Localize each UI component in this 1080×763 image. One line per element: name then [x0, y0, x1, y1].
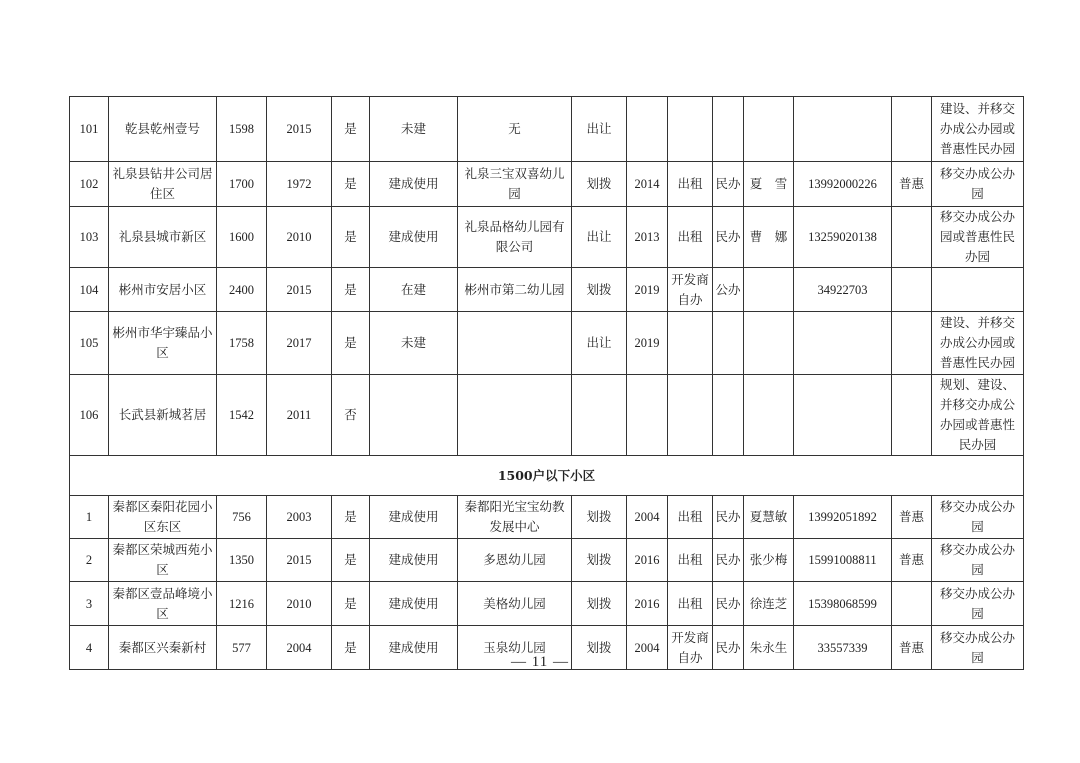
- cell-name: 彬州市华宇臻品小区: [109, 312, 217, 375]
- cell-transfer: 出让: [572, 312, 627, 375]
- cell-no: 4: [70, 626, 109, 670]
- cell-nature: [668, 312, 713, 375]
- cell-nature: 出租: [668, 496, 713, 539]
- cell-kindergarten: 彬州市第二幼儿园: [458, 268, 572, 312]
- cell-year: 2003: [267, 496, 332, 539]
- page-number: — 11 —: [511, 654, 569, 670]
- section-row: [70, 456, 1024, 496]
- cell-type: 民办: [713, 582, 744, 626]
- cell-kindergarten: 礼泉三宝双喜幼儿园: [458, 162, 572, 207]
- cell-nature: 出租: [668, 207, 713, 268]
- cell-name: 礼泉县钻井公司居住区: [109, 162, 217, 207]
- cell-plan: 移交办成公办园: [932, 496, 1024, 539]
- cell-no: 101: [70, 97, 109, 162]
- cell-open-year: [627, 97, 668, 162]
- cell-status: 建成使用: [370, 582, 458, 626]
- cell-name: 秦都区荣城西苑小区: [109, 539, 217, 582]
- cell-name: 礼泉县城市新区: [109, 207, 217, 268]
- cell-phone: 15991008811: [794, 539, 892, 582]
- cell-plan: 规划、建设、并移交办成公办园或普惠性民办园: [932, 375, 1024, 456]
- cell-inclusive: [892, 97, 932, 162]
- cell-phone: 13992051892: [794, 496, 892, 539]
- cell-open-year: [627, 375, 668, 456]
- table-row: [70, 162, 1024, 207]
- cell-type: 民办: [713, 496, 744, 539]
- cell-no: 105: [70, 312, 109, 375]
- cell-nature: 出租: [668, 162, 713, 207]
- cell-kindergarten: [458, 375, 572, 456]
- cell-status: 建成使用: [370, 162, 458, 207]
- cell-households: 577: [217, 626, 267, 670]
- cell-plan: 移交办成公办园或普惠性民办园: [932, 207, 1024, 268]
- cell-transfer: 出让: [572, 97, 627, 162]
- cell-households: 756: [217, 496, 267, 539]
- cell-year: 1972: [267, 162, 332, 207]
- cell-inclusive: [892, 207, 932, 268]
- cell-type: 民办: [713, 207, 744, 268]
- cell-inclusive: [892, 375, 932, 456]
- cell-inclusive: [892, 268, 932, 312]
- cell-kindergarten: [458, 312, 572, 375]
- cell-type: 民办: [713, 626, 744, 670]
- cell-households: 1350: [217, 539, 267, 582]
- cell-name: 秦都区秦阳花园小区东区: [109, 496, 217, 539]
- cell-kindergarten: 秦都阳光宝宝幼教发展中心: [458, 496, 572, 539]
- cell-year: 2011: [267, 375, 332, 456]
- cell-status: 建成使用: [370, 539, 458, 582]
- cell-households: 1758: [217, 312, 267, 375]
- cell-contact: [744, 97, 794, 162]
- cell-contact: 张少梅: [744, 539, 794, 582]
- cell-status: 未建: [370, 97, 458, 162]
- cell-name: 乾县乾州壹号: [109, 97, 217, 162]
- cell-matched: 是: [332, 162, 370, 207]
- table-row: [70, 539, 1024, 582]
- cell-open-year: 2004: [627, 496, 668, 539]
- cell-year: 2017: [267, 312, 332, 375]
- cell-year: 2015: [267, 539, 332, 582]
- cell-open-year: 2004: [627, 626, 668, 670]
- cell-transfer: 划拨: [572, 496, 627, 539]
- cell-no: 3: [70, 582, 109, 626]
- table-row: [70, 97, 1024, 162]
- cell-type: [713, 375, 744, 456]
- cell-kindergarten: 多恩幼儿园: [458, 539, 572, 582]
- cell-open-year: 2014: [627, 162, 668, 207]
- cell-nature: [668, 375, 713, 456]
- cell-nature: 出租: [668, 582, 713, 626]
- cell-phone: [794, 312, 892, 375]
- cell-inclusive: 普惠: [892, 496, 932, 539]
- cell-type: 公办: [713, 268, 744, 312]
- cell-type: 民办: [713, 162, 744, 207]
- cell-no: 104: [70, 268, 109, 312]
- cell-name: 长武县新城茗居: [109, 375, 217, 456]
- cell-inclusive: 普惠: [892, 626, 932, 670]
- cell-plan: 移交办成公办园: [932, 626, 1024, 670]
- table-row: [70, 312, 1024, 375]
- table-row: [70, 496, 1024, 539]
- cell-no: 1: [70, 496, 109, 539]
- cell-plan: 移交办成公办园: [932, 582, 1024, 626]
- cell-transfer: [572, 375, 627, 456]
- table-body-bottom: [70, 496, 1024, 670]
- cell-contact: 徐连芝: [744, 582, 794, 626]
- cell-no: 2: [70, 539, 109, 582]
- cell-phone: [794, 375, 892, 456]
- table-row: [70, 207, 1024, 268]
- cell-no: 106: [70, 375, 109, 456]
- cell-nature: 开发商自办: [668, 268, 713, 312]
- cell-matched: 是: [332, 626, 370, 670]
- cell-matched: 是: [332, 97, 370, 162]
- cell-matched: 是: [332, 207, 370, 268]
- cell-transfer: 划拨: [572, 626, 627, 670]
- cell-year: 2010: [267, 582, 332, 626]
- cell-open-year: 2019: [627, 312, 668, 375]
- cell-matched: 是: [332, 496, 370, 539]
- cell-type: [713, 97, 744, 162]
- cell-nature: 出租: [668, 539, 713, 582]
- cell-year: 2015: [267, 97, 332, 162]
- cell-plan: 移交办成公办园: [932, 539, 1024, 582]
- table-row: [70, 582, 1024, 626]
- cell-status: 在建: [370, 268, 458, 312]
- cell-phone: 13259020138: [794, 207, 892, 268]
- cell-open-year: 2013: [627, 207, 668, 268]
- cell-year: 2015: [267, 268, 332, 312]
- cell-inclusive: 普惠: [892, 162, 932, 207]
- cell-no: 103: [70, 207, 109, 268]
- cell-name: 秦都区兴秦新村: [109, 626, 217, 670]
- cell-transfer: 划拨: [572, 162, 627, 207]
- cell-no: 102: [70, 162, 109, 207]
- cell-open-year: 2016: [627, 582, 668, 626]
- cell-households: 1600: [217, 207, 267, 268]
- cell-phone: 15398068599: [794, 582, 892, 626]
- cell-contact: [744, 268, 794, 312]
- kindergarten-table: [69, 96, 1024, 670]
- cell-name: 秦都区壹品峰境小区: [109, 582, 217, 626]
- cell-phone: 33557339: [794, 626, 892, 670]
- cell-transfer: 划拨: [572, 582, 627, 626]
- table-section: [70, 456, 1024, 496]
- cell-contact: [744, 375, 794, 456]
- cell-matched: 是: [332, 539, 370, 582]
- cell-status: 建成使用: [370, 496, 458, 539]
- cell-name: 彬州市安居小区: [109, 268, 217, 312]
- table-row: [70, 268, 1024, 312]
- cell-plan: 移交办成公办园: [932, 162, 1024, 207]
- cell-kindergarten: 玉泉幼儿园: [458, 626, 572, 670]
- cell-contact: 曹 娜: [744, 207, 794, 268]
- cell-transfer: 划拨: [572, 539, 627, 582]
- cell-matched: 是: [332, 268, 370, 312]
- table-body-top: [70, 97, 1024, 456]
- cell-year: 2004: [267, 626, 332, 670]
- cell-households: 1598: [217, 97, 267, 162]
- cell-inclusive: [892, 312, 932, 375]
- cell-kindergarten: 无: [458, 97, 572, 162]
- cell-households: 1542: [217, 375, 267, 456]
- cell-phone: 34922703: [794, 268, 892, 312]
- cell-households: 2400: [217, 268, 267, 312]
- cell-year: 2010: [267, 207, 332, 268]
- cell-plan: 建设、并移交办成公办园或普惠性民办园: [932, 97, 1024, 162]
- cell-kindergarten: 美格幼儿园: [458, 582, 572, 626]
- cell-type: 民办: [713, 539, 744, 582]
- cell-phone: 13992000226: [794, 162, 892, 207]
- table-row: [70, 375, 1024, 456]
- cell-type: [713, 312, 744, 375]
- section-title: 1500户以下小区: [70, 456, 1024, 496]
- cell-plan: [932, 268, 1024, 312]
- cell-inclusive: [892, 582, 932, 626]
- cell-status: 建成使用: [370, 626, 458, 670]
- cell-households: 1216: [217, 582, 267, 626]
- cell-matched: 是: [332, 582, 370, 626]
- cell-transfer: 划拨: [572, 268, 627, 312]
- cell-matched: 否: [332, 375, 370, 456]
- cell-nature: 开发商自办: [668, 626, 713, 670]
- cell-contact: 朱永生: [744, 626, 794, 670]
- cell-status: 建成使用: [370, 207, 458, 268]
- cell-open-year: 2019: [627, 268, 668, 312]
- cell-status: 未建: [370, 312, 458, 375]
- cell-open-year: 2016: [627, 539, 668, 582]
- cell-inclusive: 普惠: [892, 539, 932, 582]
- cell-phone: [794, 97, 892, 162]
- cell-households: 1700: [217, 162, 267, 207]
- cell-transfer: 出让: [572, 207, 627, 268]
- cell-matched: 是: [332, 312, 370, 375]
- cell-contact: [744, 312, 794, 375]
- cell-plan: 建设、并移交办成公办园或普惠性民办园: [932, 312, 1024, 375]
- cell-contact: 夏 雪: [744, 162, 794, 207]
- cell-kindergarten: 礼泉品格幼儿园有限公司: [458, 207, 572, 268]
- cell-status: [370, 375, 458, 456]
- cell-contact: 夏慧敏: [744, 496, 794, 539]
- cell-nature: [668, 97, 713, 162]
